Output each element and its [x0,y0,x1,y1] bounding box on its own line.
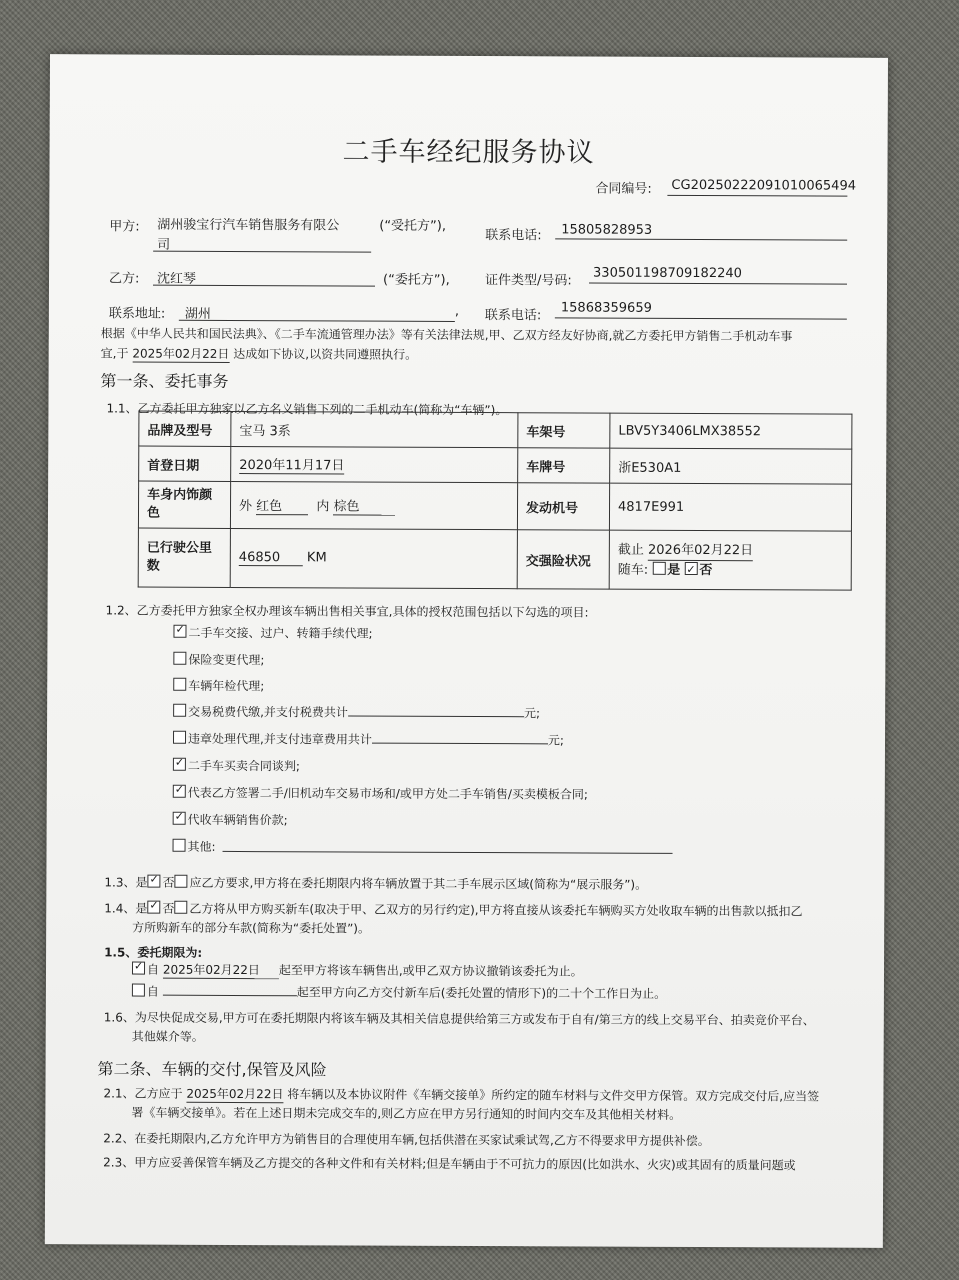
auth-item-tax: 交易税费代缴,并支付税费共计 元; [173,703,540,722]
mileage-label: 已行驶公里 数 [138,528,230,587]
clause-1-5-title: 1.5、委托期限为: [104,945,203,960]
auth-collect-checkbox[interactable] [173,812,186,825]
clause-1-1: 1.1、乙方委托甲方独家以乙方名义销售下列的二手机动车(简称为“车辆”)。 [106,401,508,418]
party-b-role: (“委托方”), [382,272,450,288]
preamble-line2: 宜,于 2025年02月22日 达成如下协议,以资共同遵照执行。 [100,346,418,362]
reg-date-cell [231,446,518,482]
auth-tax-checkbox[interactable] [173,704,186,717]
clause-1-3: 1.3、是✓ 否 应乙方要求,甲方将在委托期限内将车辆放置于其二手车展示区域(简称为“展示服务”)。 [104,873,647,892]
insurance-yes-checkbox[interactable] [652,561,665,574]
party-a-label: 甲方: [109,219,140,235]
party-b-label: 乙方: [108,271,140,287]
clause-1-4-line2: 方所购新车的部分车款(简称为“委托处置”)。 [132,920,371,936]
document-title: 二手车经纪服务协议 [342,136,595,169]
display-no-checkbox[interactable] [174,875,187,888]
party-a-phone-label: 联系电话: [485,228,542,244]
auth-other-checkbox[interactable] [173,839,186,852]
auth-item-collect: ✓代收车辆销售价款; [173,811,288,829]
brand-label: 品牌及型号 [139,411,231,446]
brand-value: 宝马 3系 [231,411,518,447]
clause-1-6-line1: 1.6、为尽快促成交易,甲方可在委托期限内将该车辆及其相关信息提供给第三方或发布于自有/第三方的线上交易平台、拍卖竞价平台、 [103,1010,815,1028]
contract-no-value: CG20250222091010065494 [671,177,857,194]
vin-value: LBV5Y3406LMX38552 [610,413,852,449]
clause-1-4-line1: 1.4、是✓ 否 乙方将从甲方购买新车(取决于甲、乙双方的另行约定),甲方将直接从该委托车辆购买方处收取车辆的出售款以抵扣乙 [104,899,802,919]
reg-date-label: 首登日期 [139,446,231,481]
mileage-cell [230,528,517,588]
insurance-until: 2026年02月22日 [648,540,753,560]
term-start-date: 2025年02月22日 [163,961,279,980]
clause-2-3: 2.3、甲方应妥善保管车辆及乙方提交的各种文件和有关材料;但是车辆由于不可抗力的原因(比如洪水、火灾)或其固有的质量问题或 [103,1155,796,1173]
plate-value: 浙E530A1 [610,448,852,484]
interior-color: 棕色 [333,495,395,515]
auth-inspection-checkbox[interactable] [173,678,186,691]
term-option-1: ✓自 2025年02月22日 起至甲方将该车辆售出,或甲乙双方协议撤销该委托为止。 [132,961,583,981]
party-b-phone-label: 联系电话: [484,308,542,324]
party-b-id: 330501198709182240 [593,265,742,282]
auth-negotiation-checkbox[interactable] [173,758,186,771]
contract-paper [45,54,888,1248]
exterior-color: 红色 [256,495,308,515]
auth-item-negotiation: ✓二手车买卖合同谈判; [173,757,300,775]
clause-2-2: 2.2、在委托期限内,乙方允许甲方为销售目的合理使用车辆,包括供潜在买家试乘试驾,乙方不得要求甲方提供补偿。 [103,1131,710,1149]
engine-value: 4817E991 [609,483,851,531]
disposal-no-checkbox[interactable] [174,901,187,914]
party-a-name-line2: 司 [157,237,171,253]
auth-insurance-checkbox[interactable] [173,652,186,665]
address-label: 联系地址: [108,306,166,322]
insurance-cell: 截止 2026年02月22日 随车: 是 ✓ 否 [609,530,851,590]
auth-item-other: 其他: [173,838,216,855]
section1-title: 第一条、委托事务 [100,371,229,391]
clause-1-2-intro: 1.2、乙方委托甲方独家全权办理该车辆出售相关事宜,具体的授权范围包括以下勾选的项目: [105,603,589,620]
party-a-phone: 15805828953 [561,222,653,238]
clause-1-6-line2: 其他媒介等。 [131,1029,204,1044]
contract-no-label: 合同编号: [595,181,652,197]
auth-item-insurance: 保险变更代理; [173,651,264,668]
preamble-line1: 根据《中华人民共和国民法典》、《二手车流通管理办法》等有关法律法规,甲、乙双方经友好协商,就乙方委托甲方销售二手机动车事 [100,326,793,344]
party-b-phone: 15868359659 [560,300,652,316]
party-b-id-label: 证件类型/号码: [484,273,572,289]
preamble-date: 2025年02月22日 [132,346,230,361]
section2-title: 第二条、车辆的交付,保管及风险 [97,1059,327,1080]
display-yes-checkbox[interactable] [147,875,160,888]
clause-2-1-line2: 署《车辆交接单》。若在上述日期未完成交车的,则乙方应在甲方另行通知的时间内交车及其他相关材料。 [131,1105,682,1122]
party-b-name: 沈红琴 [156,271,197,287]
term-option-1-checkbox[interactable] [132,962,145,975]
auth-item-violation: 违章处理代理,并支付违章费用共计 元; [173,730,564,749]
mileage-unit: KM [306,550,327,566]
address-value: 湖州 [184,306,211,322]
color-cell: 外 红色 内 棕色 [230,481,517,529]
auth-item-sign: ✓代表乙方签署二手/旧机动车交易市场和/或甲方处二手车销售/买卖模板合同; [173,784,588,803]
mileage-value: 46850 [239,550,303,566]
color-label: 车身内饰颜 色 [138,481,230,528]
term-option-2: 自 起至甲方向乙方交付新车后(委托处置的情形下)的二十个工作日为止。 [132,982,666,1002]
auth-item-transfer: ✓二手车交接、过户、转籍手续代理; [173,624,372,642]
term-option-2-checkbox[interactable] [132,984,145,997]
auth-violation-checkbox[interactable] [173,731,186,744]
vin-label: 车架号 [518,413,610,448]
reg-date-value: 2020年11月17日 [239,454,344,474]
party-a-role: (“受托方”), [379,218,447,234]
insurance-no-checkbox[interactable] [684,561,697,574]
auth-sign-checkbox[interactable] [173,785,186,798]
disposal-yes-checkbox[interactable] [147,901,160,914]
auth-transfer-checkbox[interactable] [173,625,186,638]
delivery-date: 2025年02月22日 [186,1086,284,1102]
plate-label: 车牌号 [518,448,610,483]
clause-2-1-line1: 2.1、乙方应于 2025年02月22日 将车辆以及本协议附件《车辆交接单》所约定的随车材料与文件交甲方保管。双方完成交付后,应当签 [103,1086,820,1104]
auth-item-inspection: 车辆年检代理; [173,677,264,694]
insurance-label: 交强险状况 [517,530,609,589]
address-comma: , [454,303,460,319]
engine-label: 发动机号 [517,483,609,530]
vehicle-table [138,411,853,591]
party-a-name-line1: 湖州骏宝行汽车销售服务有限公 [157,217,340,234]
